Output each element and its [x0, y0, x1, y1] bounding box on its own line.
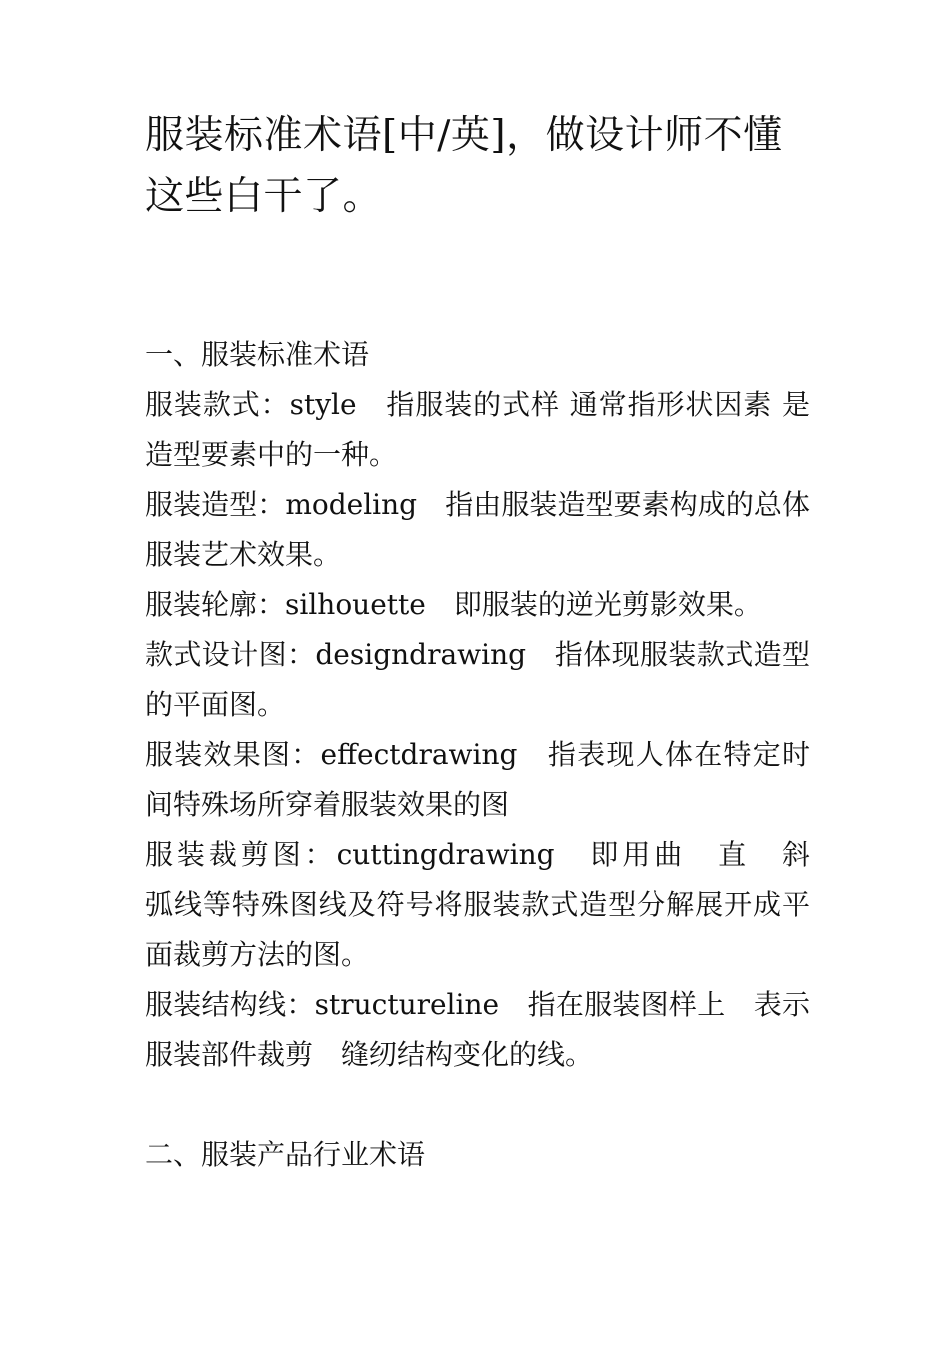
paragraph-style: 服装款式：style 指服装的式样 通常指形状因素 是造型要素中的一种。 [145, 388, 810, 471]
section-heading-industry-terms: 二、服装产品行业术语 [145, 1138, 426, 1171]
document-body [145, 330, 839, 1180]
paragraph-structure-line: 服装结构线：structureline 指在服装图样上 表示服装部件裁剪 缝纫结构变化的线。 [145, 988, 810, 1071]
paragraph-effect-drawing: 服装效果图：effectdrawing 指表现人体在特定时间特殊场所穿着服装效果的图 [145, 738, 810, 821]
section-heading-standard-terms: 一、服装标准术语 [145, 338, 370, 371]
section-spacer [145, 1080, 810, 1130]
paragraph-design-drawing: 款式设计图：designdrawing 指体现服装款式造型的平面图。 [145, 638, 810, 721]
document-title: 服装标准术语[中/英]，做设计师不懂这些白干了。 [145, 113, 783, 219]
paragraph-cutting-drawing: 服装裁剪图：cuttingdrawing 即用曲 直 斜 弧线等特殊图线及符号将服装款式造型分解展开成平面裁剪方法的图。 [145, 838, 839, 971]
paragraph-silhouette: 服装轮廓：silhouette 即服装的逆光剪影效果。 [145, 588, 762, 621]
paragraph-modeling: 服装造型：modeling 指由服装造型要素构成的总体服装艺术效果。 [145, 488, 810, 571]
